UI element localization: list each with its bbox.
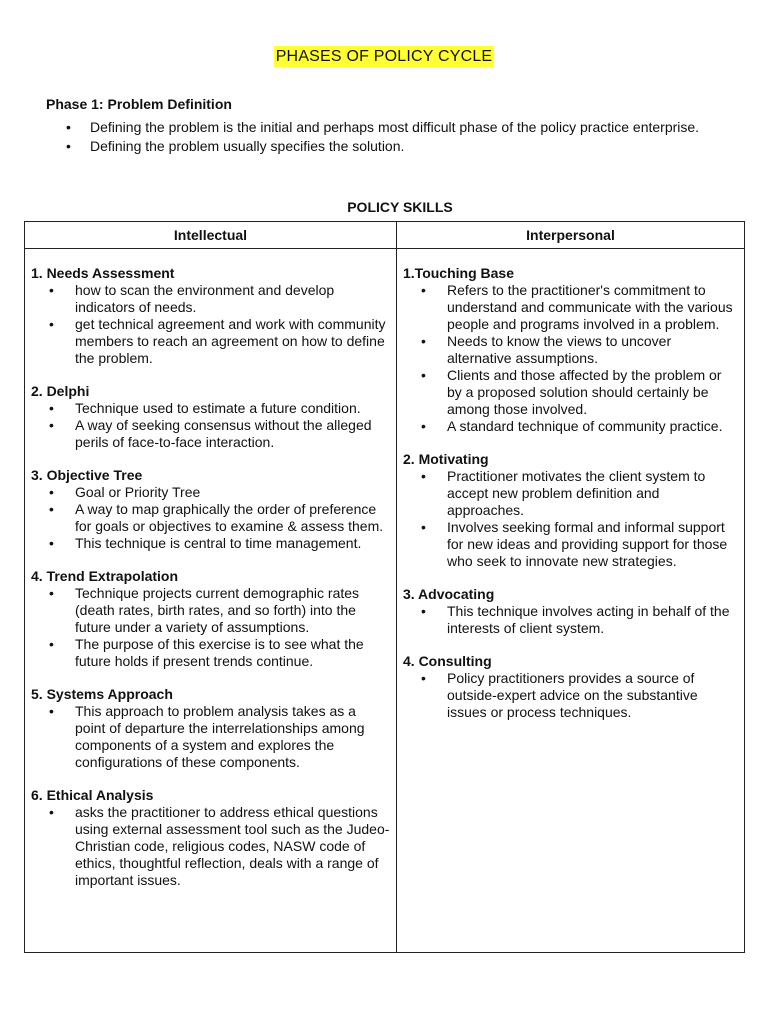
- skill-ethical-analysis: [31, 787, 390, 889]
- skill-needs-assessment: [31, 265, 390, 367]
- skill-bullet: • This approach to problem analysis takes as a point of departure the interrelationships among components of a system and explores the configurations of these components.: [31, 703, 390, 771]
- skill-objective-tree: [31, 467, 390, 552]
- skill-bullet: • This technique involves acting in behalf of the interests of client system.: [403, 603, 738, 637]
- skill-heading: 4. Consulting: [403, 653, 492, 669]
- skill-heading: 5. Systems Approach: [31, 686, 173, 702]
- skill-bullet: • This technique is central to time management.: [31, 535, 390, 552]
- skill-heading: 1. Needs Assessment: [31, 265, 175, 281]
- skill-bullet: • Refers to the practitioner's commitment to understand and communicate with the various people and programs involved in a problem.: [403, 282, 738, 333]
- skill-bullet-list: [31, 585, 390, 670]
- skill-delphi: [31, 383, 390, 451]
- skill-bullet-list: [31, 400, 390, 451]
- skill-trend-extrapolation: [31, 568, 390, 670]
- phase-section: [46, 96, 726, 157]
- skill-bullet: • A way of seeking consensus without the alleged perils of face-to-face interaction.: [31, 417, 390, 451]
- skill-bullet: • Involves seeking formal and informal support for new ideas and providing support for those who seek to innovate new strategies.: [403, 519, 738, 570]
- skill-heading: 2. Motivating: [403, 451, 489, 467]
- intellectual-cell: [25, 249, 397, 953]
- skill-bullet-list: [31, 703, 390, 771]
- table-body-row: [25, 249, 745, 953]
- skill-bullet: • Technique projects current demographic rates (death rates, birth rates, and so forth) into the future under a variety of assumptions.: [31, 585, 390, 636]
- skill-heading: 3. Advocating: [403, 586, 495, 602]
- skill-bullet: • The purpose of this exercise is to see what the future holds if present trends continue.: [31, 636, 390, 670]
- skill-bullet-list: [403, 282, 738, 435]
- policy-skills-table: [24, 221, 745, 953]
- skill-bullet: • how to scan the environment and develop indicators of needs.: [31, 282, 390, 316]
- interpersonal-cell: [397, 249, 745, 953]
- phase-heading: Phase 1: Problem Definition: [46, 96, 232, 112]
- skill-bullet: • Policy practitioners provides a source of outside-expert advice on the substantive issues or process techniques.: [403, 670, 738, 721]
- table-header-row: [25, 222, 745, 249]
- skills-title: POLICY SKILLS: [347, 199, 453, 215]
- skill-bullet-list: [31, 484, 390, 552]
- skill-heading: 3. Objective Tree: [31, 467, 143, 483]
- phase-bullet: • Defining the problem usually specifies the solution.: [46, 138, 726, 155]
- skill-heading: 1.Touching Base: [403, 265, 514, 281]
- skill-heading: 2. Delphi: [31, 383, 90, 399]
- phase-bullet-list: [46, 119, 726, 155]
- page-title: PHASES OF POLICY CYCLE: [275, 48, 493, 65]
- skill-bullet: • asks the practitioner to address ethical questions using external assessment tool such as the Judeo- Christian code, religious codes, NASW code of ethics, thoughtful reflection, deals with a range of important issues.: [31, 804, 390, 889]
- column-header-interpersonal: Interpersonal: [397, 222, 745, 249]
- skill-bullet-list: [403, 603, 738, 637]
- skill-bullet: • Clients and those affected by the problem or by a proposed solution should certainly be among those involved.: [403, 367, 738, 418]
- skill-systems-approach: [31, 686, 390, 771]
- skill-bullet-list: [31, 282, 390, 367]
- skill-bullet: • Goal or Priority Tree: [31, 484, 390, 501]
- skill-heading: 4. Trend Extrapolation: [31, 568, 179, 584]
- skill-bullet: • A standard technique of community practice.: [403, 418, 738, 435]
- skill-bullet-list: [403, 670, 738, 721]
- phase-bullet: • Defining the problem is the initial and perhaps most difficult phase of the policy practice enterprise.: [46, 119, 726, 136]
- skill-touching-base: [403, 265, 738, 435]
- column-header-intellectual: Intellectual: [25, 222, 397, 249]
- skill-motivating: [403, 451, 738, 570]
- skill-bullet-list: [403, 468, 738, 570]
- skill-bullet: • Needs to know the views to uncover alternative assumptions.: [403, 333, 738, 367]
- title-wrapper: [0, 46, 768, 67]
- skill-bullet: • Practitioner motivates the client system to accept new problem definition and approaches.: [403, 468, 738, 519]
- skill-bullet: • A way to map graphically the order of preference for goals or objectives to examine & assess them.: [31, 501, 390, 535]
- skill-advocating: [403, 586, 738, 637]
- skill-bullet: • Technique used to estimate a future condition.: [31, 400, 390, 417]
- skill-heading: 6. Ethical Analysis: [31, 787, 154, 803]
- skill-consulting: [403, 653, 738, 721]
- skill-bullet: • get technical agreement and work with community members to reach an agreement on how to define the problem.: [31, 316, 390, 367]
- skill-bullet-list: [31, 804, 390, 889]
